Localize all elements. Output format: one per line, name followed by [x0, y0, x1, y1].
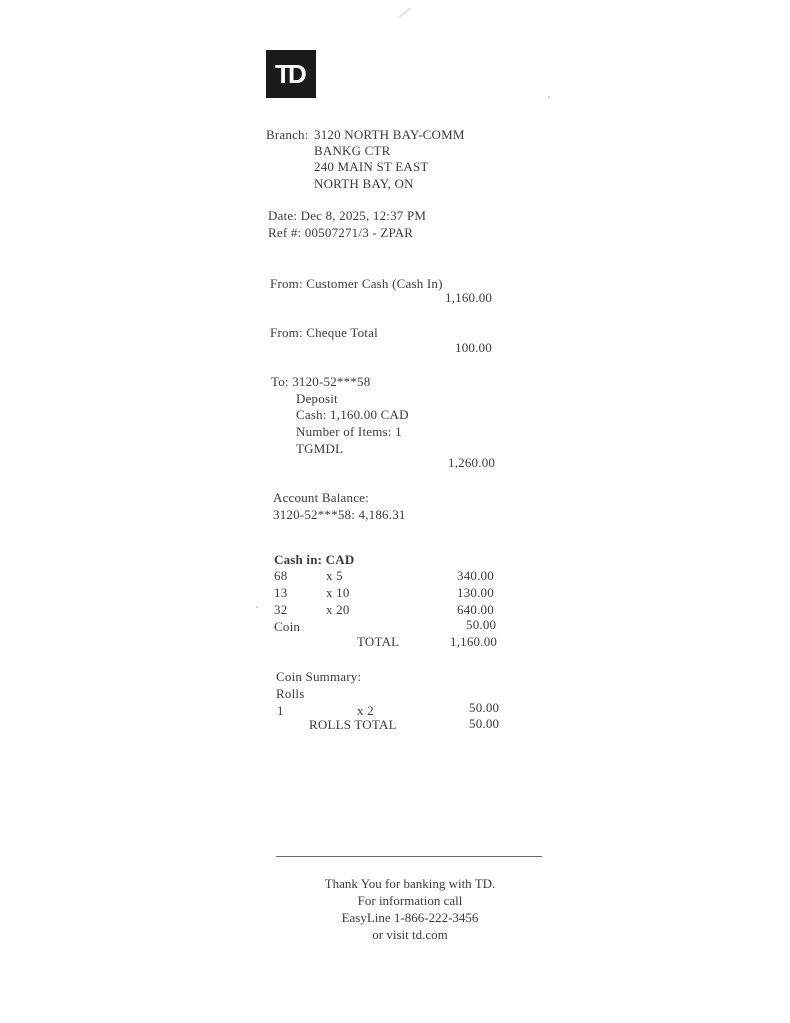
footer-info-call: For information call [357, 893, 463, 908]
rolls-total-label: ROLLS TOTAL [309, 717, 397, 732]
cash-in-row-2-amount: 130.00 [457, 585, 494, 600]
to-amount: 1,260.00 [448, 455, 496, 470]
account-balance-value: 3120-52***58: 4,186.31 [273, 507, 406, 522]
cash-in-row-3-amount: 640.00 [457, 602, 494, 617]
coin-summary-row-amount: 50.00 [469, 700, 500, 715]
coin-summary-row-denom: x 2 [357, 703, 374, 718]
branch-line-4: NORTH BAY, ON [314, 176, 414, 191]
ref-line: Ref #: 00507271/3 - ZPAR [268, 225, 414, 240]
account-balance-label: Account Balance: [273, 490, 369, 505]
coin-summary-heading: Coin Summary: [276, 669, 362, 684]
from-cash-label: From: Customer Cash (Cash In) [270, 276, 443, 291]
from-cash-amount: 1,160.00 [445, 290, 493, 305]
coin-summary-row-count: 1 [277, 703, 284, 718]
from-cheque-amount: 100.00 [455, 340, 492, 355]
cash-in-total-amount: 1,160.00 [450, 634, 498, 649]
scan-speck [256, 606, 258, 608]
branch-label: Branch: [266, 127, 309, 142]
branch-line-3: 240 MAIN ST EAST [314, 159, 429, 174]
cash-in-coin-label: Coin [274, 619, 301, 634]
scan-speck [548, 96, 550, 98]
cash-in-total-label: TOTAL [357, 634, 400, 649]
scan-speck [399, 8, 410, 18]
footer-visit-site: or visit td.com [372, 927, 448, 942]
cash-in-heading: Cash in: CAD [274, 552, 355, 567]
footer-thank-you: Thank You for banking with TD. [324, 876, 496, 891]
to-account-label: To: 3120-52***58 [271, 374, 371, 389]
to-detail-items: Number of Items: 1 [296, 424, 402, 439]
coin-summary-rolls-label: Rolls [276, 686, 305, 701]
branch-line-2: BANKG CTR [314, 143, 391, 158]
td-logo [266, 50, 316, 98]
cash-in-coin-amount: 50.00 [466, 617, 497, 632]
td-logo-text: TD [275, 59, 304, 89]
to-detail-cash: Cash: 1,160.00 CAD [296, 407, 409, 422]
to-detail-code: TGMDL [296, 441, 344, 456]
rolls-total-amount: 50.00 [469, 716, 500, 731]
to-detail-deposit: Deposit [296, 391, 338, 406]
branch-line-1: 3120 NORTH BAY-COMM [314, 127, 465, 142]
cash-in-row-1-amount: 340.00 [457, 568, 494, 583]
from-cheque-label: From: Cheque Total [270, 325, 378, 340]
cash-in-row-2-count: 13 [274, 585, 288, 600]
cash-in-row-1-count: 68 [274, 568, 288, 583]
footer-divider [276, 856, 542, 857]
cash-in-row-2-denom: x 10 [326, 585, 350, 600]
cash-in-row-3-denom: x 20 [326, 602, 350, 617]
date-line: Date: Dec 8, 2025, 12:37 PM [268, 208, 427, 223]
cash-in-row-3-count: 32 [274, 602, 288, 617]
footer-easyline: EasyLine 1-866-222-3456 [341, 910, 479, 925]
cash-in-row-1-denom: x 5 [326, 568, 343, 583]
